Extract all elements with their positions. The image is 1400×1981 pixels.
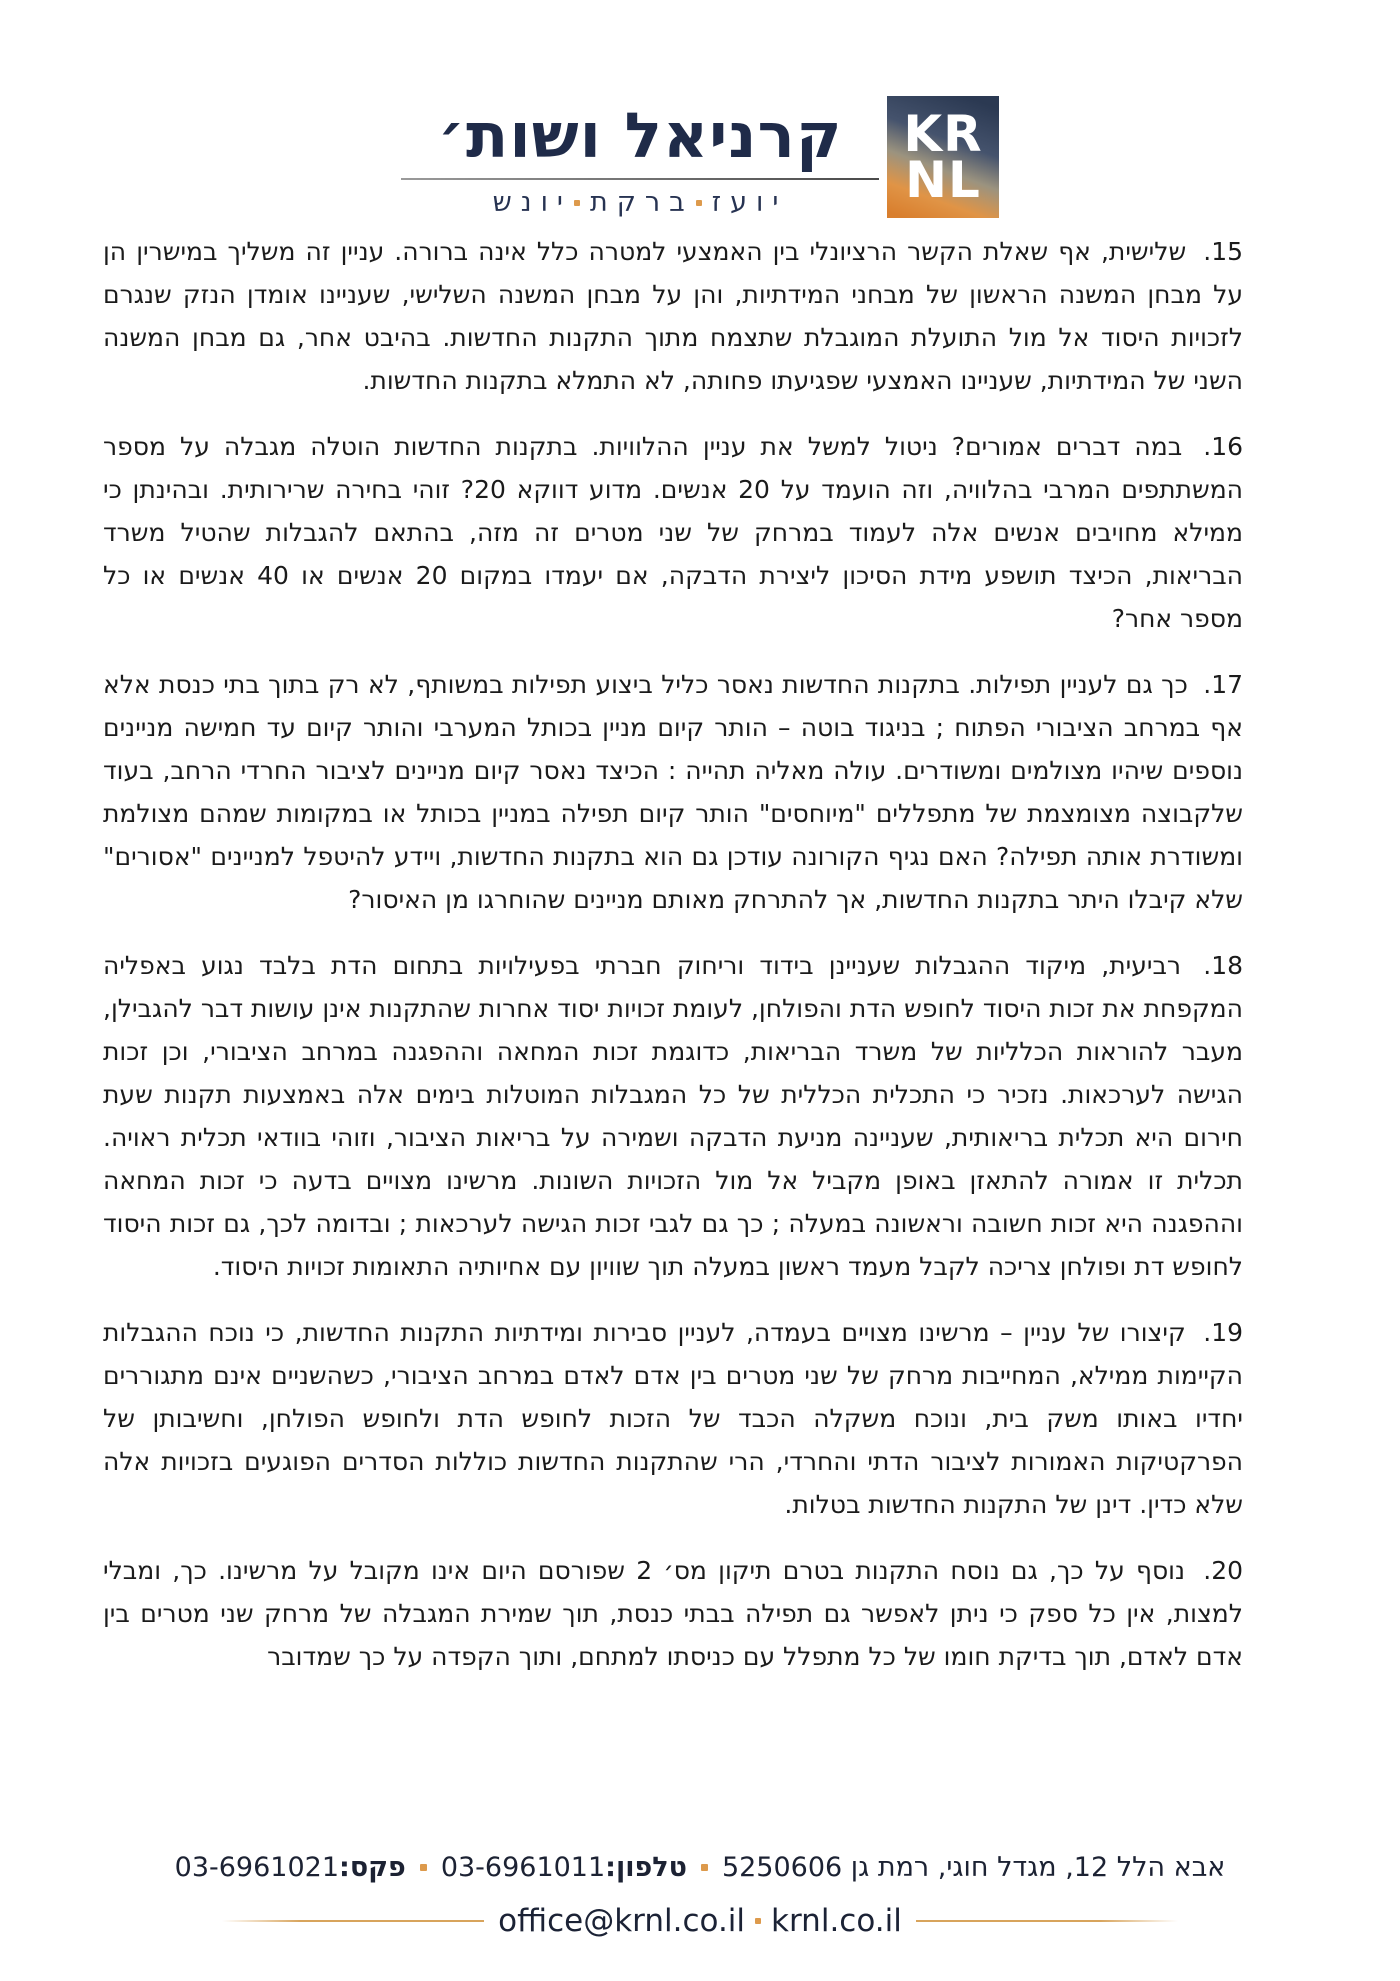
list-item [103,1311,1243,1526]
list-item [103,944,1243,1288]
paragraph-number: 18. [1203,951,1243,980]
letterhead-footer [0,1852,1400,1939]
contact-line [0,1852,1400,1883]
phone-label: טלפון: [605,1852,687,1883]
paragraph-number: 17. [1203,670,1243,699]
address: אבא הלל 12, מגדל חוגי, רמת גן 5250606 [721,1852,1226,1883]
partner-name: יונש [492,187,572,218]
firm-name: קרניאל ושות׳ [437,98,843,172]
website-url: krnl.co.il [771,1903,902,1939]
krnl-logo-monogram [887,96,999,218]
phone [441,1852,687,1883]
separator-dot-icon [696,200,702,206]
footer-divider-line [916,1920,1178,1922]
email-line [0,1903,1400,1939]
letterhead [0,0,1400,218]
fax [175,1852,406,1883]
paragraph-number: 20. [1203,1556,1243,1585]
paragraph-number: 19. [1203,1318,1243,1347]
logo-letters-bottom: NL [905,151,981,209]
paragraph-text: שלישית, אף שאלת הקשר הרציונלי בין האמצעי למטרה כלל אינה ברורה. עניין זה משליך במישרין הן על מבחן המשנה הראשון של מבחני המידתיות, והן על מבחן המשנה השלישי, שעניינו אומדן הנזק שנגרם לזכויות היסוד אל מול התועלת המוגבלת שתצמח מתוך התקנות החדשות. בהיבט אחר, גם מבחן המשנה השני של המידתיות, שעניינו האמצעי שפגיעתו פחותה, לא התמלא בתקנות החדשות. [103,237,1243,395]
paragraph-text: קיצורו של עניין – מרשינו מצויים בעמדה, לעניין סבירות ומידתיות התקנות החדשות, כי נוכח ההגבלות הקיימות ממילא, המחייבות מרחק של שני מטרים בין אדם לאדם במרחב הציבורי, כשהשניים אינם מתגוררים יחדיו באותו משק בית, ונוכח משקלה הכבד של הזכות לחופש הדת ולחופש הפולחן, וחשיבותן של הפרקטיקות האמורות לציבור הדתי והחרדי, הרי שהתקנות החדשות כוללות הסדרים הפוגעים בזכויות אלה שלא כדין. דינן של התקנות החדשות בטלות. [103,1318,1243,1519]
fax-label: פקס: [339,1852,406,1883]
list-item [103,663,1243,921]
document-body [103,230,1243,1678]
separator-dot-icon [420,1864,427,1871]
logo-text-block [401,99,879,218]
list-item [103,425,1243,640]
fax-number: 03-6961021 [174,1852,340,1883]
paragraph-text: רביעית, מיקוד ההגבלות שעניינן בידוד וריחוק חברתי בפעילויות בתחום הדת בלבד נגוע באפליה המקפחת את זכות היסוד לחופש הדת והפולחן, לעומת זכויות יסוד אחרות שהתקנות אינן עושות דבר להגבילן, מעבר להוראות הכלליות של משרד הבריאות, כדוגמת זכות המחאה וההפגנה במרחב הציבורי, וכן זכות הגישה לערכאות. נזכיר כי התכלית הכללית של כל המגבלות המוטלות בימים אלה באמצעות תקנות שעת חירום היא תכלית בריאותית, שעניינה מניעת הדבקה ושמירה על בריאות הציבור, וזוהי בוודאי תכלית ראויה. תכלית זו אמורה להתאזן באופן מקביל אל מול הזכויות השונות. מרשינו מצויים בדעה כי זכות המחאה וההפגנה היא זכות חשובה וראשונה במעלה ; כך גם לגבי זכות הגישה לערכאות ; ובדומה לכך, גם זכות היסוד לחופש דת ופולחן צריכה לקבל מעמד ראשון במעלה תוך שוויון עם אחיותיה התאומות זכויות היסוד. [103,951,1243,1281]
firm-logo [401,96,999,218]
partner-name: ברקת [589,187,694,218]
separator-dot-icon [755,1918,761,1924]
footer-divider-line [222,1920,484,1922]
paragraph-text: כך גם לעניין תפילות. בתקנות החדשות נאסר כליל ביצוע תפילות במשותף, לא רק בתוך בתי כנסת אלא אף במרחב הציבורי הפתוח ; בניגוד בוטה – הותר קיום מניין בכותל המערבי והותר קיום עד חמישה מניינים נוספים שיהיו מצולמים ומשודרים. עולה מאליה תהייה : הכיצד נאסר קיום מניינים לציבור החרדי הרחב, בעוד שלקבוצה מצומצמת של מתפללים "מיוחסים" הותר קיום תפילה במניין בכותל או במקומות שמהם מצולמת ומשודרת אותה תפילה? האם נגיף הקורונה עודכן גם הוא בתקנות החדשות, ויידע להיטפל למניינים "אסורים" שלא קיבלו היתר בתקנות החדשות, אך להתרחק מאותם מניינים שהוחרגו מן האיסור? [103,670,1243,914]
separator-dot-icon [574,200,580,206]
phone-number: 03-6961011 [440,1852,606,1883]
list-item [103,230,1243,402]
partner-name: יועז [711,187,788,218]
list-item [103,1549,1243,1678]
paragraph-text: נוסף על כך, גם נוסח התקנות בטרם תיקון מס׳ 2 שפורסם היום אינו מקובל על מרשינו. כך, ומבלי למצות, אין כל ספק כי ניתן לאפשר גם תפילה בבתי כנסת, תוך שמירת המגבלה של מרחק שני מטרים בין אדם לאדם, תוך בדיקת חומו של כל מתפלל עם כניסתו למתחם, ותוך הקפדה על כך שמדובר [103,1556,1243,1671]
paragraph-text: במה דברים אמורים? ניטול למשל את עניין ההלוויות. בתקנות החדשות הוטלה מגבלה על מספר המשתתפים המרבי בהלוויה, וזה הועמד על 20 אנשים. מדוע דווקא 20? זוהי בחירה שרירותית. ובהינתן כי ממילא מחויבים אנשים אלה לעמוד במרחק של שני מטרים זה מזה, בהתאם להגבלות שהטיל משרד הבריאות, הכיצד תושפע מידת הסיכון ליצירת הדבקה, אם יעמדו במקום 20 אנשים או 40 אנשים או כל מספר אחר? [103,432,1244,633]
paragraph-number: 15. [1203,237,1244,266]
separator-dot-icon [701,1864,708,1871]
email-address: office@krnl.co.il [498,1903,746,1939]
partners-names [401,187,879,218]
logo-letters-top: KR [903,105,983,163]
paragraph-number: 16. [1203,432,1243,461]
logo-divider-line [401,178,879,180]
